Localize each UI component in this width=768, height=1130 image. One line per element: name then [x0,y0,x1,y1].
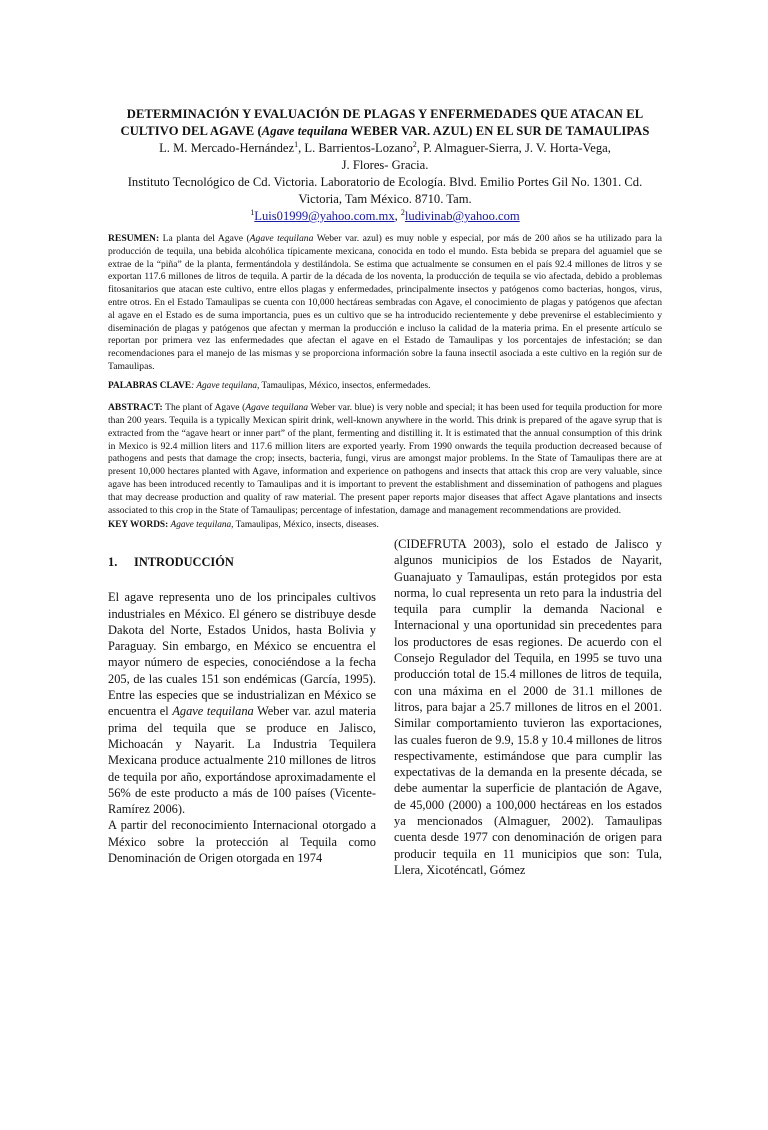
intro-paragraph-1 [108,589,376,817]
author-affiliation-marker: 2 [412,139,417,149]
authors [108,140,662,157]
key-words-text: Tamaulipas, México, insects, diseases. [233,520,379,531]
palabras-clave [108,380,662,393]
title-line-2 [108,123,662,140]
resumen-text: La planta del Agave ( [159,233,250,244]
author-name: , L. Barrientos-Lozano [298,141,413,155]
abstract-text: The plant of Agave ( [162,402,246,414]
paper-page [0,106,768,1130]
emails [108,208,662,225]
authors-line-2: J. Flores- Gracia. [341,158,429,172]
title-line-1: DETERMINACIÓN Y EVALUACIÓN DE PLAGAS Y ENFERMEDADES QUE ATACAN EL [126,107,644,121]
palabras-clave-species: Agave tequilana [196,380,258,391]
abstract-label: ABSTRACT: [108,402,163,414]
email-marker: 1 [250,207,255,217]
author-name: L. M. Mercado-Hernández [159,141,295,155]
body-columns [108,536,662,878]
resumen-text: Weber var. azul) es muy noble y especial, por más de 200 años se ha utilizado para la producción de tequila, una bebida alcohólica típicamente mexicana, conocida en todo el mundo. Esta bebida se prepara del aguamiel que se extrae de la “piña” de la planta, fermentándola y destilándola. Se estima que actualmente se consumen en el país 92.4 millones de litros y se exportan 117.6 millones de litros de tequila. A partir de la década de los noventa, la producción de tequila se vio afectada, debido a problemas fitosanitarios que atacan este cultivo, entre ellos plagas y enfermedades, principalmente insectos y patógenos como bacterias, hongos, virus, entre otros. En el Estado Tamaulipas se cuenta con 10,000 hectáreas sembradas con Agave, el conocimiento de plagas y patógenos que afectan al agave en el Estado es de suma importancia, pues es un cultivo que se ha introducido recientemente y debe prevenirse el establecimiento y diseminación de plagas y patógenos que afectan y merman la producción e incluso la calidad de la materia prima. En el presente artículo se reportan por primera vez las enfermedades que afectan el agave en el Estado de Tamaulipas y los porcentajes de infestación; se dan recomendaciones para el manejo de las mismas y se proporciona información sobre la fauna insectil asociada a este cultivo en la región sur de Tamaulipas. [108,233,663,372]
intro-paragraph-2: A partir del reconocimiento Internacional otorgado a México sobre la protección al Tequila como Denominación de Origen otorgada en 1974 [108,818,376,865]
paragraph-text: Weber var. azul materia prima del tequila que se produce en Jalisco, Michoacán y Nayarit. La Industria Tequilera Mexicana produce actualmente 210 millones de litros de tequila por año, exportándose aproximadamente el 56% de este producto a más de 100 países (Vicente-Ramírez 2006). [108,704,376,817]
email-separator: , [394,209,401,223]
abstract [108,402,662,517]
palabras-clave-text: , Tamaulipas, México, insectos, enfermedades. [257,380,431,391]
intro-paragraph-continued: (CIDEFRUTA 2003), solo el estado de Jalisco y algunos municipios de los Estados de Nayarit, Guanajuato y Tamaulipas, están protegidos por esta norma, lo cual representa un reto para la industria del tequila para cumplir la demanda Nacional e Internacional y una oportunidad sin precedentes para los productores de esas regiones. De acuerdo con el Consejo Regulador del Tequila, en 1995 se tuvo una producción total de 15.4 millones de litros de tequila, con una máxima en el 2000 de 31.1 millones de litros, para bajar a 25.7 millones de litros en el 2001. Similar comportamiento tuvieron las exportaciones, las cuales fueron de 9.9, 15.8 y 10.4 millones de litros respectivamente, estimándose que para cumplir las expectativas de la demanda en la presente década, se debe aumentar la superficie de plantación de Agave, de 45,000 (2000) a 100,000 hectáreas en los estados ya mencionados (Almaguer, 2002). Tamaulipas cuenta desde 1977 con denominación de origen para producir tequila en 11 municipios que son: Tula, Llera, Xicoténcatl, Gómez [394,536,662,877]
section-number: 1. [108,554,118,569]
email-marker: 2 [400,207,405,217]
resumen-species: Agave tequilana [249,233,314,244]
key-words [108,519,662,532]
right-column [394,536,662,878]
email-link-2[interactable]: ludivinab@yahoo.com [404,209,520,223]
title-text: WEBER VAR. AZUL) EN EL SUR DE TAMAULIPAS [347,124,650,138]
paragraph-species: Agave tequilana [172,704,254,719]
email-link-1[interactable]: Luis01999@yahoo.com.mx [254,209,395,223]
key-words-label: KEY WORDS: [108,520,169,531]
left-column [108,536,376,878]
resumen [108,233,662,374]
title-species: Agave tequilana [261,124,348,138]
palabras-clave-colon: : [191,380,197,391]
institution-line-1: Instituto Tecnológico de Cd. Victoria. Laboratorio de Ecología. Blvd. Emilio Portes Gil No. 1301. Cd. [127,175,643,189]
abstract-text: Weber var. blue) is very noble and special; it has been used for tequila production for more than 200 years. Tequila is a typically Mexican spirit drink, well-known anywhere in the world. This drink is prepared of the agave syrup that is extracted from the “agave heart or inner part” of the plant, fermenting and distilling it. It is estimated that the annual consumption of this drink in Mexico is 92.4 million liters and 117.6 million liters are exported yearly. From 1990 onwards the tequila production decreased because of pathogens and pests that damage the crop; insects, bacteria, fungi, virus are amongst major problems. In the State of Tamaulipas there are at present 10,000 hectares planted with Agave, information and experience on pathogens and insects that attack this crop are very valuable, since agave has been introduced recently to Tamaulipas and it is important to prevent the establishment and dissemination of pathogens and plagues that may decrease production and quality of raw material. The present paper reports major diseases that affect Agave plantations and insects associated to this crop in the State of Tamaulipas; percentage of infestation, damage and management recommendations are provided. [108,402,662,516]
author-affiliation-marker: 1 [294,139,299,149]
abstract-species: Agave tequilana [245,402,309,414]
institution-line-2: Victoria, Tam México. 8710. Tam. [298,192,472,206]
palabras-clave-label: PALABRAS CLAVE [108,380,192,391]
key-words-species: Agave tequilana, [170,520,234,531]
author-name: , P. Almaguer-Sierra, J. V. Horta-Vega, [416,141,611,155]
title-text: CULTIVO DEL AGAVE ( [120,124,262,138]
section-title: INTRODUCCIÓN [134,554,234,569]
resumen-label: RESUMEN: [108,233,160,244]
paper-title [108,106,662,140]
paragraph-text: El agave representa uno de los principales cultivos industriales en México. El género se distribuye desde Dakota del Norte, Estados Unidos, hasta Bolivia y Paraguay. Sin embargo, en México se encuentra el mayor número de especies, conociéndose a la fecha 205, de las cuales 151 son endémicas (García, 1995). Entre las especies que se industrializan en México se encuentra el [108,590,376,719]
section-heading [108,554,376,570]
